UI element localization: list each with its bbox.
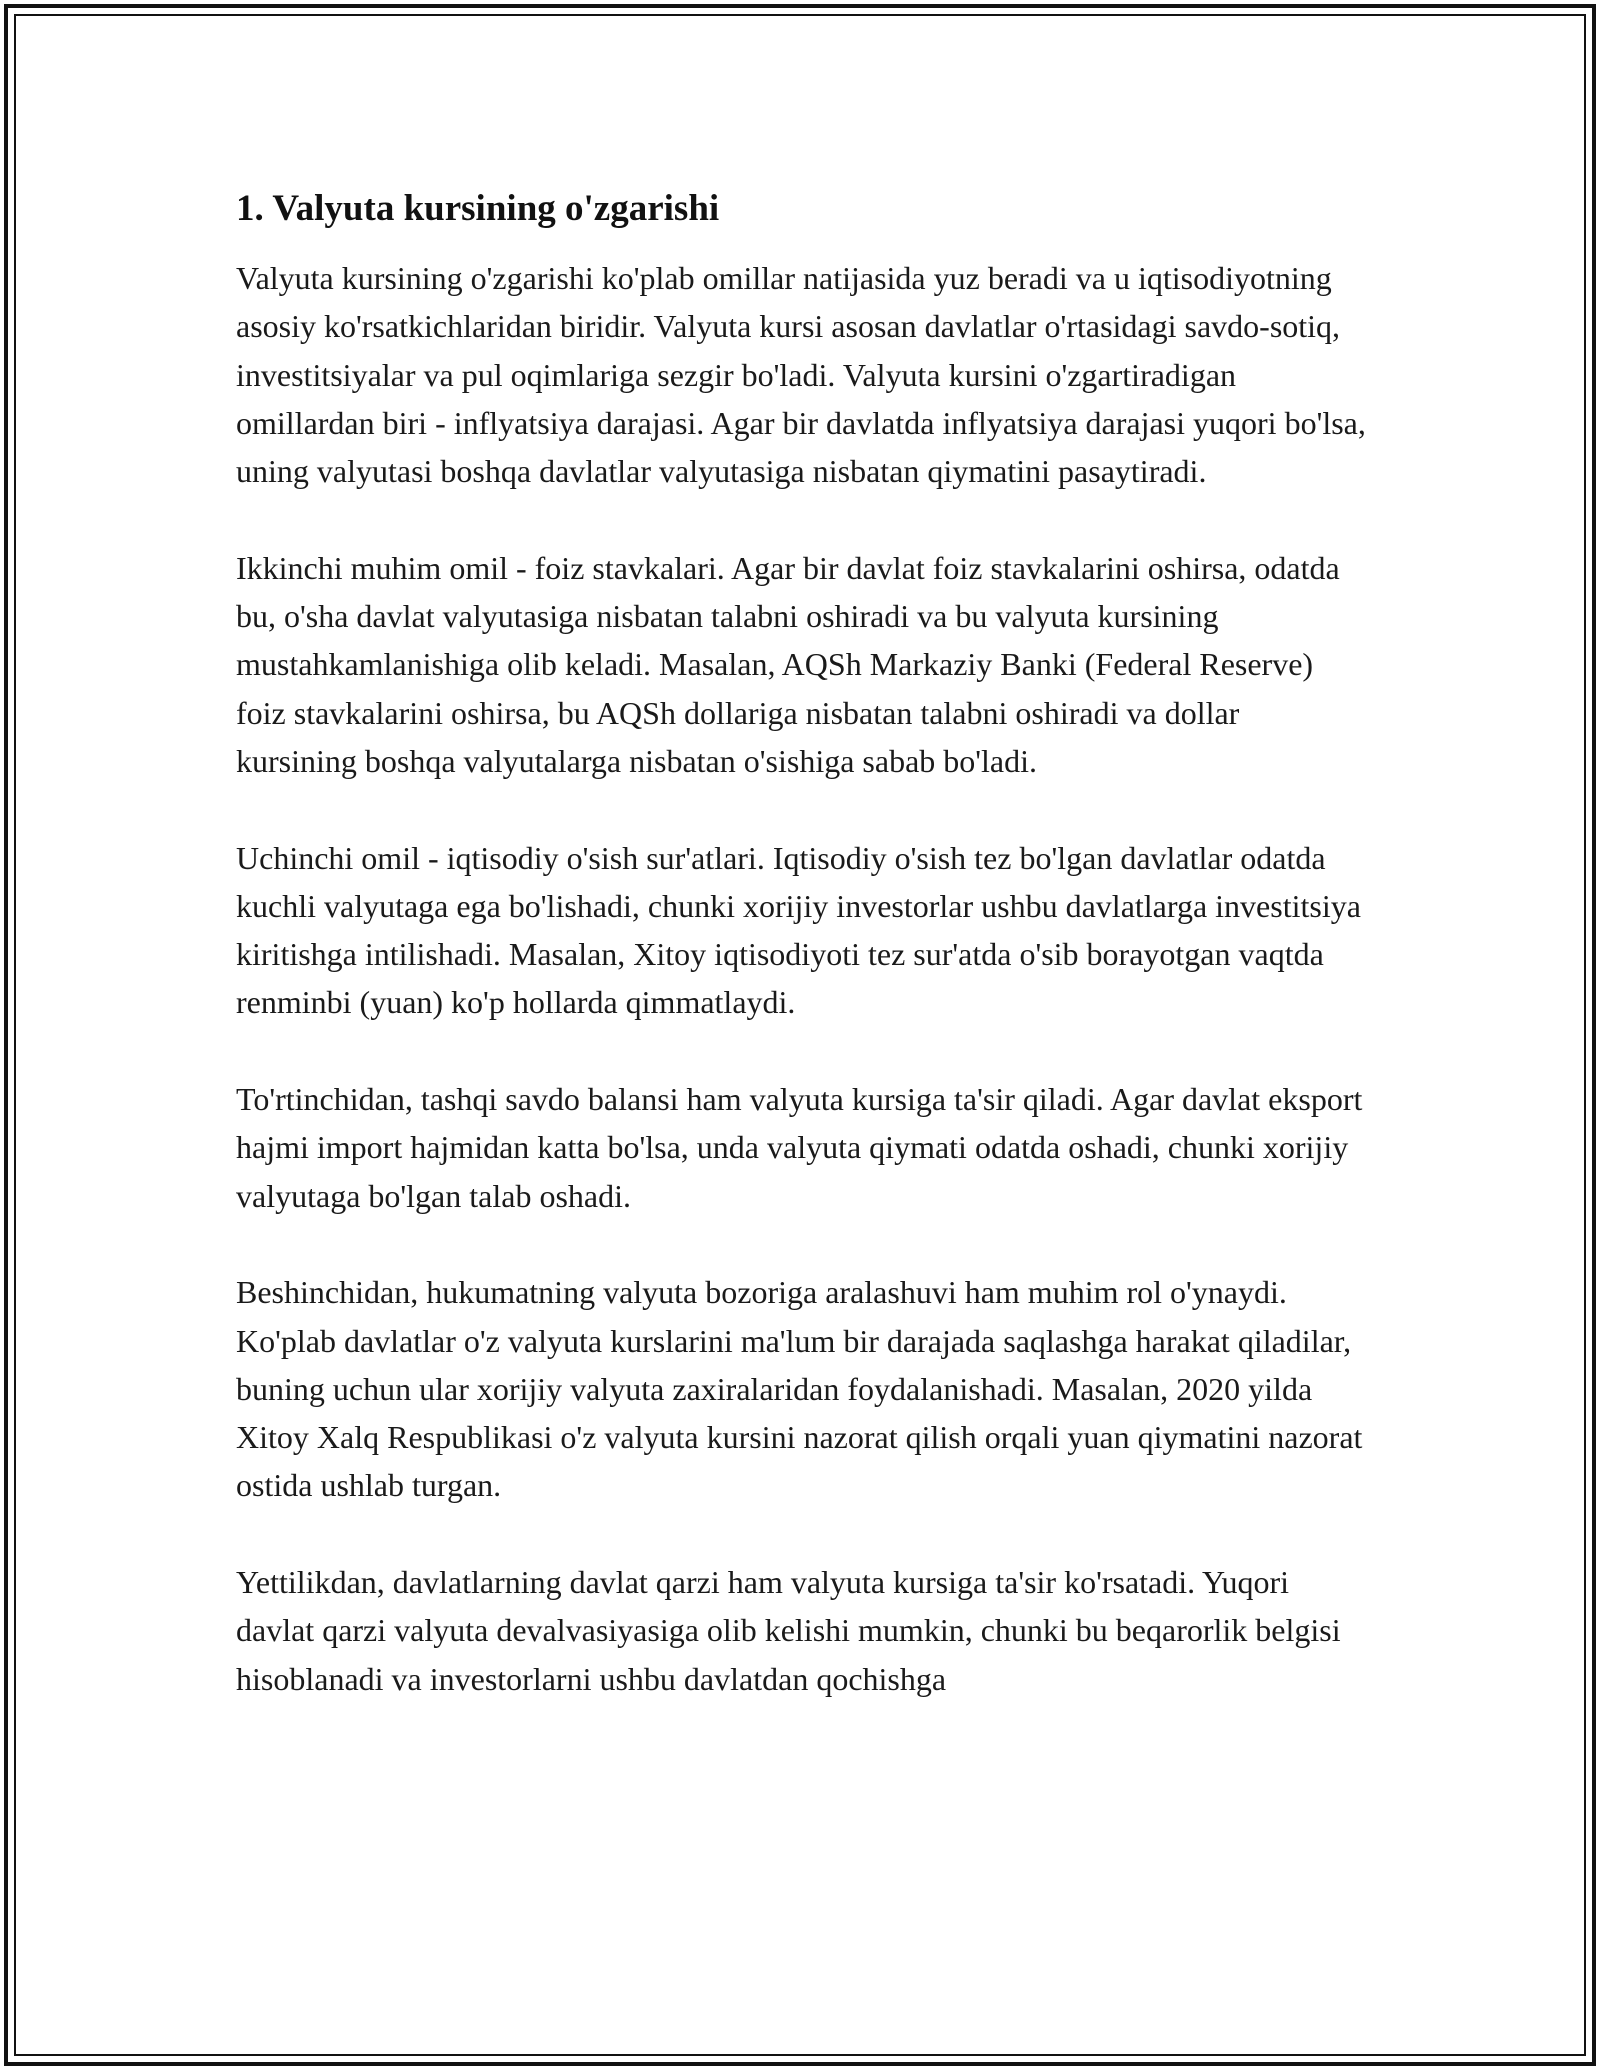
section-heading: 1. Valyuta kursining o'zgarishi — [236, 188, 720, 229]
paragraph-trade-balance: To'rtinchidan, tashqi savdo balansi ham valyuta kursiga ta'sir qiladi. Agar davlat eksport hajmi import hajmidan katta bo'lsa, unda valyuta qiymati odatda oshadi, chunki xorijiy valyutaga bo'lgan talab oshadi. — [236, 1081, 1363, 1214]
document-body — [236, 186, 1366, 1703]
paragraph-inflation: Valyuta kursining o'zgarishi ko'plab omillar natijasida yuz beradi va u iqtisodiyotning asosiy ko'rsatkichlaridan biridir. Valyuta kursi asosan davlatlar o'rtasidagi savdo-sotiq, investitsiyalar va pul oqimlariga sezgir bo'ladi. Valyuta kursini o'zgartiradigan omillardan biri - inflyatsiya darajasi. Agar bir davlatda inflyatsiya darajasi yuqori bo'lsa, uning valyutasi boshqa davlatlar valyutasiga nisbatan qiymatini pasaytiradi. — [236, 260, 1366, 490]
paragraph-government-intervention: Beshinchidan, hukumatning valyuta bozoriga aralashuvi ham muhim rol o'ynaydi. Ko'plab davlatlar o'z valyuta kurslarini ma'lum bir darajada saqlashga harakat qiladilar, buning uchun ular xorijiy valyuta zaxiralaridan foydalanishadi. Masalan, 2020 yilda Xitoy Xalq Respublikasi o'z valyuta kursini nazorat qilish orqali yuan qiymatini nazorat ostida ushlab turgan. — [236, 1274, 1363, 1504]
paragraph-public-debt: Yettilikdan, davlatlarning davlat qarzi ham valyuta kursiga ta'sir ko'rsatadi. Yuqori davlat qarzi valyuta devalvasiyasiga olib kelishi mumkin, chunki bu beqarorlik belgisi hisoblanadi va investorlarni ushbu davlatdan qochishga — [236, 1564, 1341, 1697]
paragraph-interest-rates: Ikkinchi muhim omil - foiz stavkalari. Agar bir davlat foiz stavkalarini oshirsa, odatda bu, o'sha davlat valyutasiga nisbatan talabni oshiradi va bu valyuta kursining mustahkamlanishiga olib keladi. Masalan, AQSh Markaziy Banki (Federal Reserve) foiz stavkalarini oshirsa, bu AQSh dollariga nisbatan talabni oshiradi va dollar kursining boshqa valyutalarga nisbatan o'sishiga sabab bo'ladi. — [236, 549, 1340, 779]
paragraph-economic-growth: Uchinchi omil - iqtisodiy o'sish sur'atlari. Iqtisodiy o'sish tez bo'lgan davlatlar odatda kuchli valyutaga ega bo'lishadi, chunki xorijiy investorlar ushbu davlatlarga investitsiya kiritishga intilishadi. Masalan, Xitoy iqtisodiyoti tez sur'atda o'sib borayotgan vaqtda renminbi (yuan) ko'p hollarda qimmatlaydi. — [236, 839, 1361, 1021]
